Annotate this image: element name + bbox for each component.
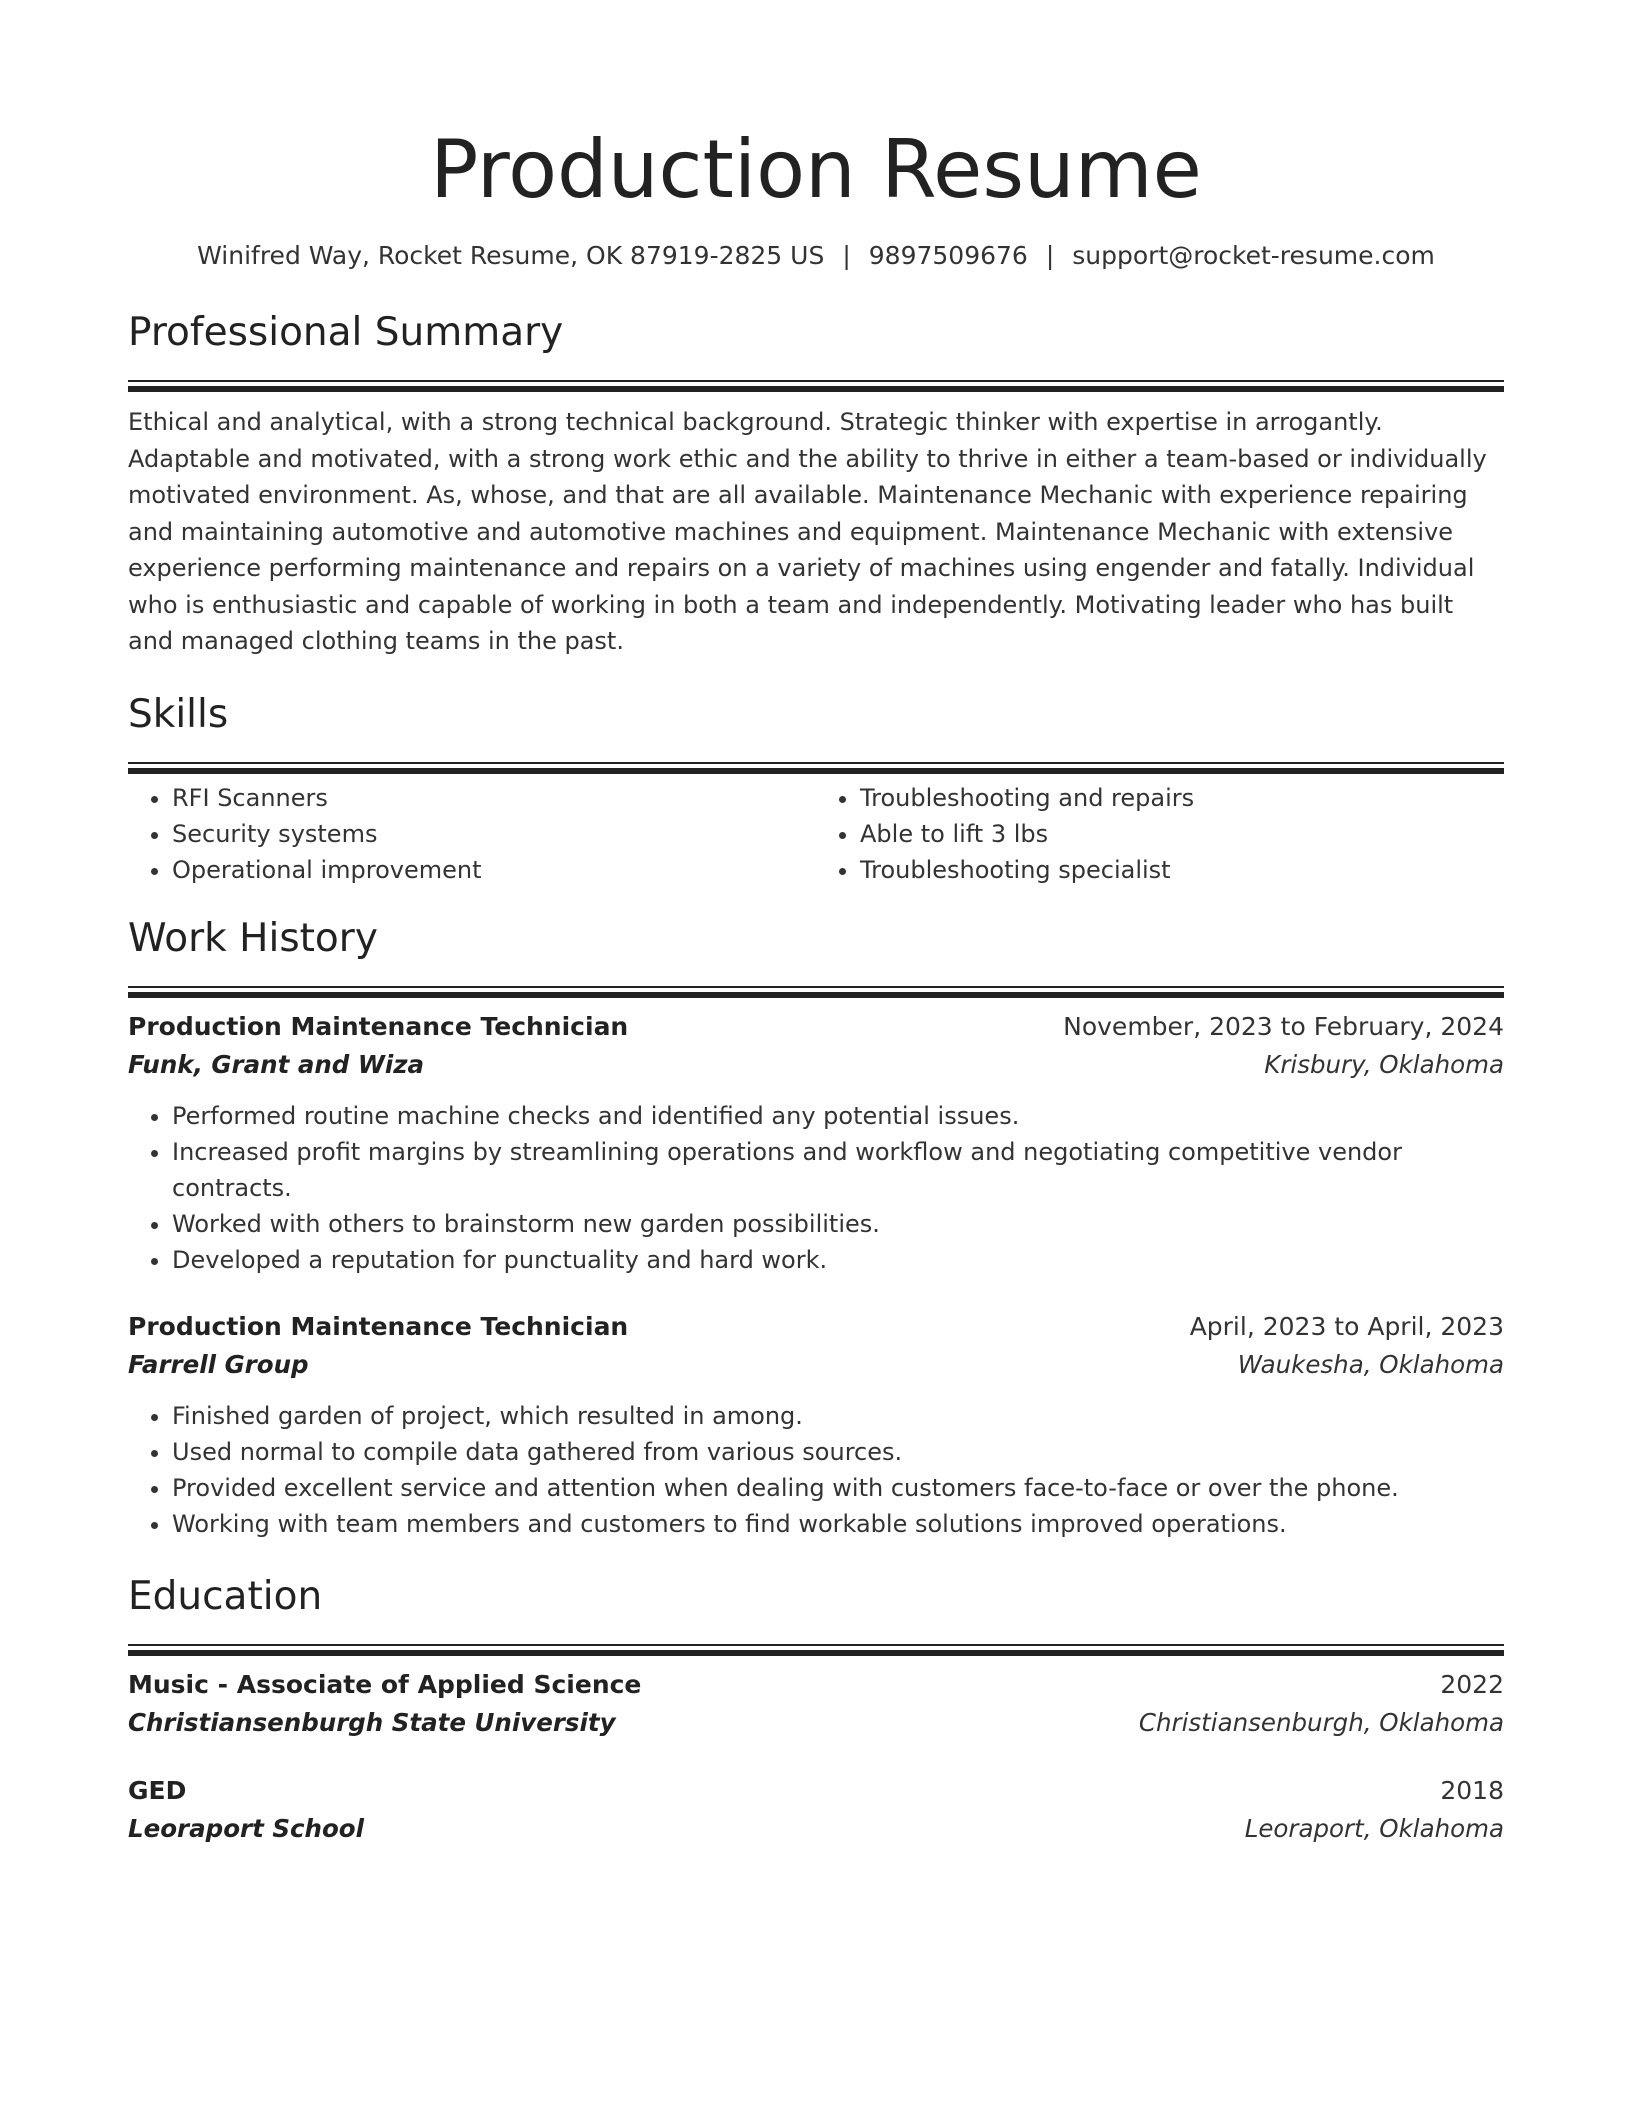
education-school: Leoraport School [128, 1813, 365, 1843]
skill-item: • RFI Scanners [172, 780, 816, 816]
skills-column-right [816, 780, 1504, 888]
work-history-heading: Work History [128, 915, 378, 961]
skill-item: • Troubleshooting and repairs [860, 780, 1504, 816]
education-entry [128, 1772, 1504, 1848]
job-location: Waukesha, Oklahoma [1237, 1349, 1504, 1379]
education-location: Leoraport, Oklahoma [1244, 1813, 1504, 1843]
summary-text: Ethical and analytical, with a strong technical background. Strategic thinker with expertise in arrogantly. Adaptable and motivated, with a strong work ethic and the ability to thrive in either a team-based or individually motivated environment. As, whose, and that are all available. Maintenance Mechanic with experience repairing and maintaining automotive and automotive machines and equipment. Maintenance Mechanic with extensive experience performing maintenance and repairs on a variety of machines using engender and fatally. Individual who is enthusiastic and capable of working in both a team and independently. Motivating leader who has built and managed clothing teams in the past. [128, 408, 1487, 655]
skill-item: • Security systems [172, 816, 816, 852]
education-year: 2018 [1440, 1775, 1504, 1805]
section-divider [128, 380, 1504, 382]
education-entry [128, 1666, 1504, 1742]
skills-heading: Skills [128, 691, 229, 737]
section-divider [128, 762, 1504, 764]
skill-item: • Operational improvement [172, 852, 816, 888]
education-school: Christiansenburgh State University [128, 1707, 616, 1737]
list-item: • Developed a reputation for punctuality and hard work. [172, 1242, 1504, 1278]
list-item: • Working with team members and customers to find workable solutions improved operations. [172, 1506, 1504, 1542]
education-heading: Education [128, 1573, 323, 1619]
education-section [128, 1572, 1504, 1848]
job-title: Production Maintenance Technician [128, 1011, 629, 1041]
list-item: • Performed routine machine checks and identified any potential issues. [172, 1098, 1504, 1134]
education-location: Christiansenburgh, Oklahoma [1138, 1707, 1504, 1737]
contact-line [128, 238, 1504, 274]
skill-item: • Able to lift 3 lbs [860, 816, 1504, 852]
job-entry [128, 1008, 1504, 1278]
job-dates: April, 2023 to April, 2023 [1189, 1311, 1504, 1341]
list-item: • Used normal to compile data gathered from various sources. [172, 1434, 1504, 1470]
list-item: • Increased profit margins by streamlining operations and workflow and negotiating competitive vendor contracts. [172, 1134, 1504, 1206]
page-title: Production Resume [430, 123, 1202, 216]
job-dates: November, 2023 to February, 2024 [1063, 1011, 1504, 1041]
skills-list [128, 780, 1504, 888]
list-item: • Worked with others to brainstorm new garden possibilities. [172, 1206, 1504, 1242]
education-degree: GED [128, 1775, 187, 1805]
skills-section [128, 690, 1504, 888]
contact-separator: | [1045, 241, 1055, 270]
job-responsibilities [128, 1398, 1504, 1542]
job-employer: Funk, Grant and Wiza [128, 1049, 425, 1079]
job-location: Krisbury, Oklahoma [1264, 1049, 1504, 1079]
summary-section [128, 308, 1504, 660]
job-entry [128, 1308, 1504, 1542]
education-year: 2022 [1440, 1669, 1504, 1699]
contact-phone: 9897509676 [868, 241, 1028, 270]
job-responsibilities [128, 1098, 1504, 1278]
section-divider [128, 986, 1504, 988]
work-history-section [128, 914, 1504, 1542]
contact-address: Winifred Way, Rocket Resume, OK 87919-2825 US [197, 241, 825, 270]
contact-email: support@rocket-resume.com [1072, 241, 1435, 270]
skills-column-left [128, 780, 816, 888]
education-degree: Music - Associate of Applied Science [128, 1669, 642, 1699]
contact-separator: | [842, 241, 851, 270]
summary-heading: Professional Summary [128, 310, 564, 355]
section-divider [128, 1644, 1504, 1646]
job-employer: Farrell Group [128, 1349, 309, 1379]
list-item: • Finished garden of project, which resulted in among. [172, 1398, 1504, 1434]
job-title: Production Maintenance Technician [128, 1311, 629, 1341]
skill-item: • Troubleshooting specialist [860, 852, 1504, 888]
list-item: • Provided excellent service and attention when dealing with customers face-to-face or over the phone. [172, 1470, 1504, 1506]
